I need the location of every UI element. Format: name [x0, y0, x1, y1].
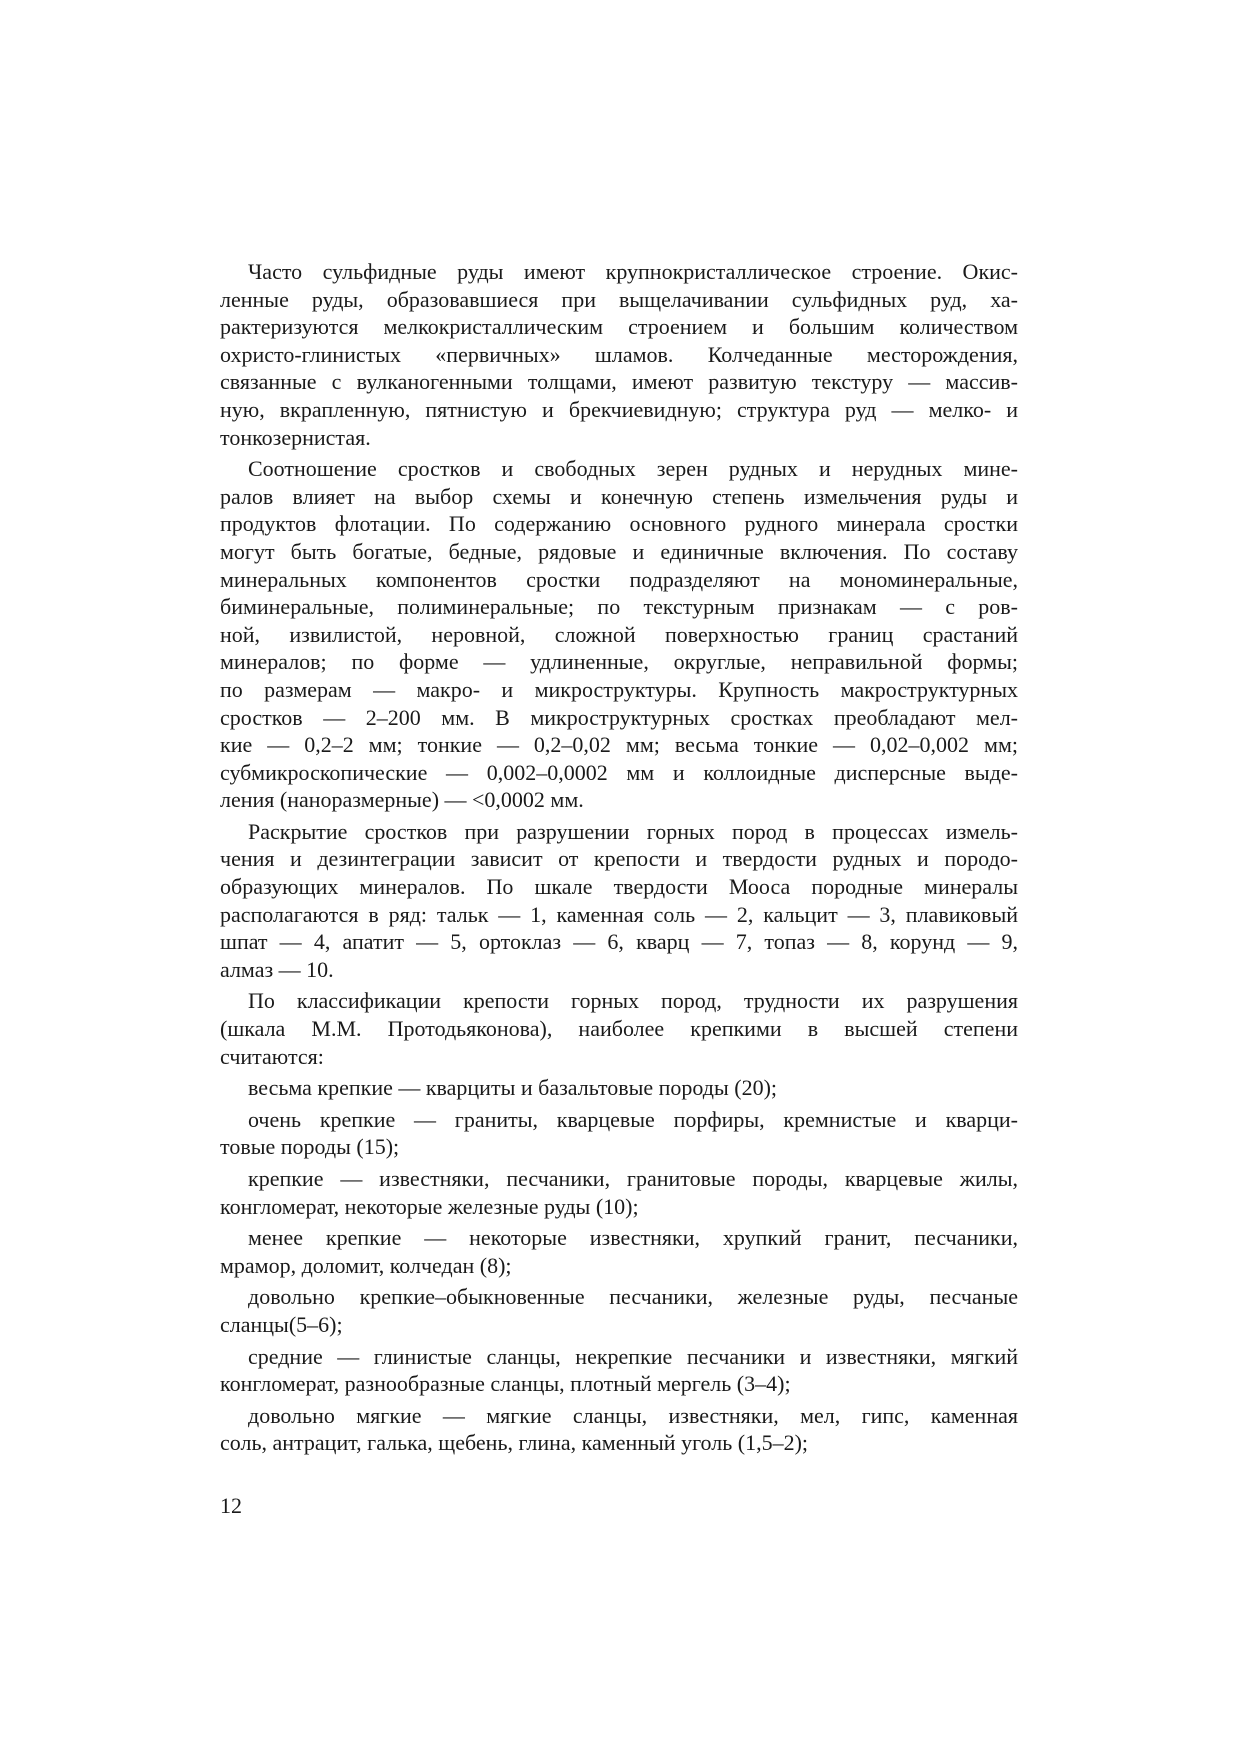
text-line: минеральных компонентов сростки подразделяют на мономинеральные,	[220, 566, 1018, 592]
paragraph	[220, 455, 1018, 814]
text-line: располагаются в ряд: тальк — 1, каменная соль — 2, кальцит — 3, плавиковый	[220, 901, 1018, 927]
text-line: средние — глинистые сланцы, некрепкие песчаники и известняки, мягкий	[248, 1343, 1018, 1369]
text-line: субмикроскопические — 0,002–0,0002 мм и коллоидные дисперсные выде-	[220, 759, 1018, 785]
paragraph	[220, 1165, 1018, 1220]
text-line: Соотношение сростков и свободных зерен рудных и нерудных мине-	[248, 456, 1018, 482]
body-text	[220, 258, 1018, 1457]
text-line: Часто сульфидные руды имеют крупнокристаллическое строение. Окис-	[248, 259, 1018, 284]
text-line: довольно крепкие–обыкновенные песчаники, железные руды, песчаные	[248, 1284, 1018, 1310]
text-line: могут быть богатые, бедные, рядовые и единичные включения. По составу	[220, 538, 1018, 564]
text-line: весьма крепкие — кварциты и базальтовые породы (20);	[248, 1075, 778, 1101]
text-line: считаются:	[220, 1043, 324, 1069]
text-line: по размерам — макро- и микроструктуры. Крупность макроструктурных	[220, 676, 1018, 702]
text-line: сростков — 2–200 мм. В микроструктурных сростках преобладают мел-	[220, 704, 1018, 730]
paragraph	[220, 1224, 1018, 1279]
text-line: соль, антрацит, галька, щебень, глина, каменный уголь (1,5–2);	[220, 1430, 809, 1456]
paragraph	[220, 818, 1018, 984]
paragraph	[220, 1106, 1018, 1161]
text-line: рактеризуются мелкокристаллическим строением и большим количеством	[220, 314, 1018, 340]
text-line: тонкозернистая.	[220, 424, 371, 450]
text-line: минералов; по форме — удлиненные, округлые, неправильной формы;	[220, 649, 1018, 675]
text-line: ленные руды, образовавшиеся при выщелачивании сульфидных руд, ха-	[220, 286, 1018, 312]
text-line: ралов влияет на выбор схемы и конечную степень измельчения руды и	[220, 483, 1018, 509]
text-line: мрамор, доломит, колчедан (8);	[220, 1252, 512, 1278]
text-line: продуктов флотации. По содержанию основного рудного минерала сростки	[220, 511, 1018, 537]
text-line: чения и дезинтеграции зависит от крепости и твердости рудных и породо-	[220, 846, 1018, 872]
paragraph	[220, 1074, 1018, 1102]
text-line: товые породы (15);	[220, 1134, 400, 1160]
text-line: ную, вкрапленную, пятнистую и брекчиевидную; структура руд — мелко- и	[220, 396, 1018, 422]
paragraph	[220, 1283, 1018, 1338]
text-line: биминеральные, полиминеральные; по текстурным признакам — с ров-	[220, 594, 1018, 620]
page-number: 12	[220, 1493, 242, 1518]
paragraph	[220, 1343, 1018, 1398]
text-line: менее крепкие — некоторые известняки, хрупкий гранит, песчаники,	[248, 1225, 1018, 1251]
text-line: кие — 0,2–2 мм; тонкие — 0,2–0,02 мм; весьма тонкие — 0,02–0,002 мм;	[220, 732, 1018, 758]
text-line: очень крепкие — граниты, кварцевые порфиры, кремнистые и кварци-	[248, 1106, 1018, 1132]
text-line: связанные с вулканогенными толщами, имеют развитую текстуру — массив-	[220, 369, 1018, 395]
text-line: шпат — 4, апатит — 5, ортоклаз — 6, кварц — 7, топаз — 8, корунд — 9,	[220, 929, 1018, 955]
paragraph	[220, 1402, 1018, 1457]
paragraph	[220, 987, 1018, 1070]
text-line: ной, извилистой, неровной, сложной поверхностью границ срастаний	[220, 621, 1018, 647]
text-line: образующих минералов. По шкале твердости Мооса породные минералы	[220, 874, 1018, 900]
text-line: довольно мягкие — мягкие сланцы, известняки, мел, гипс, каменная	[248, 1402, 1018, 1428]
text-line: крепкие — известняки, песчаники, гранитовые породы, кварцевые жилы,	[248, 1166, 1018, 1191]
text-line: конгломерат, некоторые железные руды (10);	[220, 1193, 639, 1219]
text-line: Раскрытие сростков при разрушении горных пород в процессах измель-	[248, 818, 1018, 844]
text-line: конгломерат, разнообразные сланцы, плотный мергель (3–4);	[220, 1371, 791, 1397]
text-line: алмаз — 10.	[220, 956, 334, 982]
text-line: охристо-глинистых «первичных» шламов. Колчеданные месторождения,	[220, 341, 1018, 367]
text-line: сланцы(5–6);	[220, 1311, 343, 1337]
text-line: ления (наноразмерные) — <0,0002 мм.	[220, 787, 584, 813]
paragraph	[220, 258, 1018, 451]
text-line: (шкала М.М. Протодьяконова), наиболее крепкими в высшей степени	[220, 1016, 1018, 1042]
text-line: По классификации крепости горных пород, трудности их разрушения	[248, 988, 1018, 1014]
